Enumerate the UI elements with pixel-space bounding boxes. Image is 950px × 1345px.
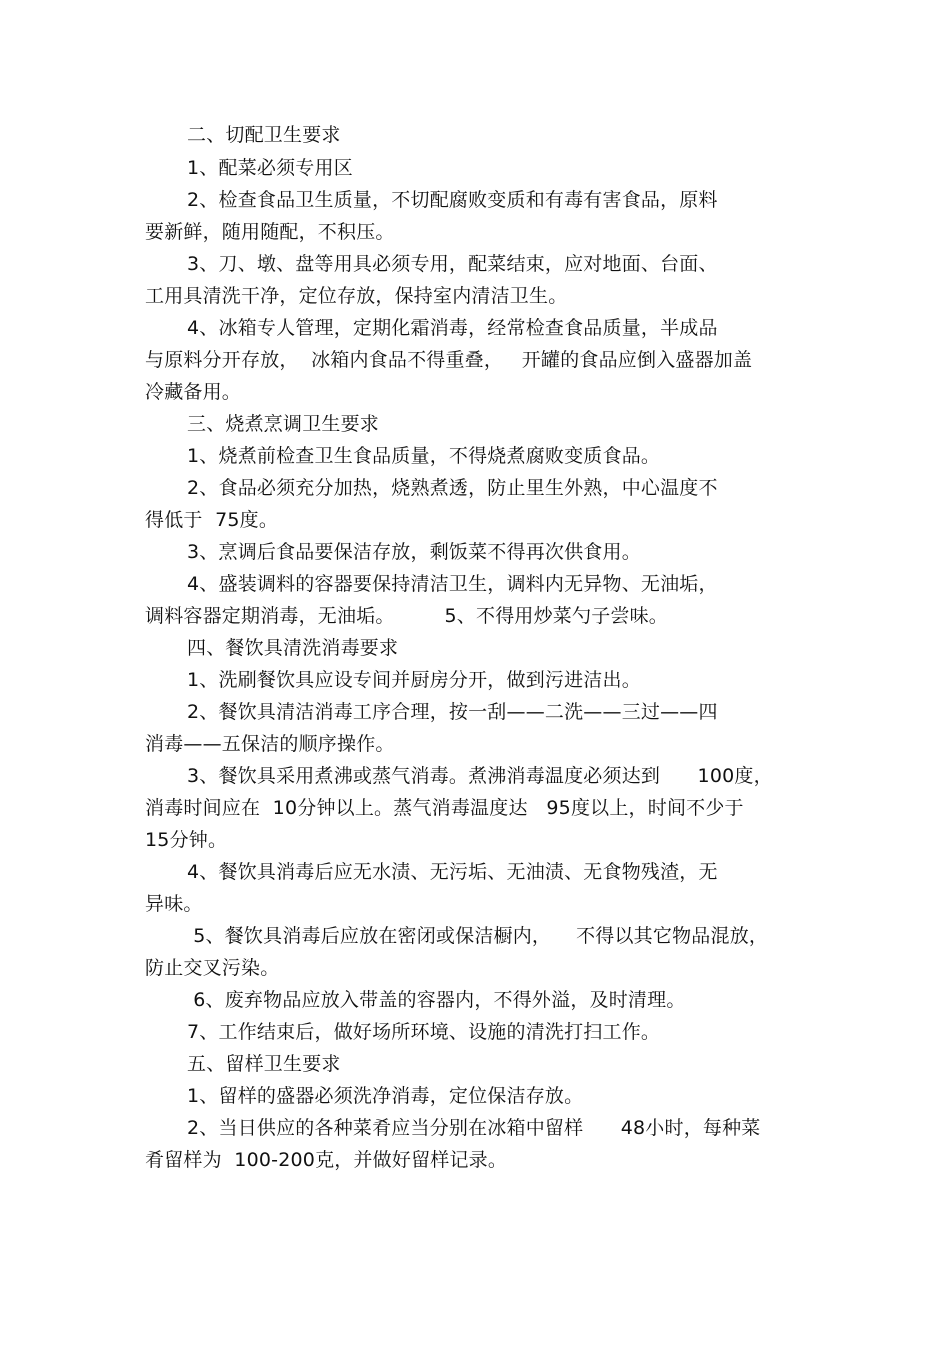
paragraph-line: 3、烹调后食品要保洁存放，剩饭菜不得再次供食用。: [187, 541, 641, 563]
paragraph-line: 3、餐饮具采用煮沸或蒸气消毒。煮沸消毒温度必须达到 100度，: [187, 765, 773, 787]
paragraph-line: 5、餐饮具消毒后应放在密闭或保洁橱内， 不得以其它物品混放，: [187, 925, 769, 947]
paragraph-line: 防止交叉污染。: [145, 957, 280, 979]
paragraph-line: 2、当日供应的各种菜肴应当分别在冰箱中留样 48小时，每种菜: [187, 1117, 761, 1139]
paragraph-line: 4、冰箱专人管理，定期化霜消毒，经常检查食品质量，半成品: [187, 317, 718, 339]
paragraph-line: 2、检查食品卫生质量，不切配腐败变质和有毒有害食品，原料: [187, 189, 718, 211]
paragraph-line: 肴留样为 100-200克，并做好留样记录。: [145, 1149, 508, 1171]
paragraph-line: 4、餐饮具消毒后应无水渍、无污垢、无油渍、无食物残渣，无: [187, 861, 718, 883]
paragraph-line: 异味。: [145, 893, 203, 915]
paragraph-line: 消毒——五保洁的顺序操作。: [145, 733, 395, 755]
paragraph-line: 2、餐饮具清洁消毒工序合理，按一刮——二洗——三过——四: [187, 701, 718, 723]
paragraph-line: 7、工作结束后，做好场所环境、设施的清洗打扫工作。: [187, 1021, 661, 1043]
paragraph-line: 4、盛装调料的容器要保持清洁卫生，调料内无异物、无油垢，: [187, 573, 718, 595]
section-heading: 五、留样卫生要求: [187, 1053, 341, 1075]
paragraph-line: 消毒时间应在 10分钟以上。蒸气消毒温度达 95度以上，时间不少于: [145, 797, 744, 819]
paragraph-line: 3、刀、墩、盘等用具必须专用，配菜结束，应对地面、台面、: [187, 253, 718, 275]
paragraph-line: 1、洗刷餐饮具应设专间并厨房分开，做到污进洁出。: [187, 669, 641, 691]
paragraph-line: 与原料分开存放， 冰箱内食品不得重叠， 开罐的食品应倒入盛器加盖: [145, 349, 753, 371]
paragraph-line: 调料容器定期消毒，无油垢。 5、不得用炒菜勺子尝味。: [145, 605, 669, 627]
section-heading: 二、切配卫生要求: [187, 124, 341, 146]
paragraph-line: 1、烧煮前检查卫生食品质量，不得烧煮腐败变质食品。: [187, 445, 661, 467]
paragraph-line: 工用具清洗干净，定位存放，保持室内清洁卫生。: [145, 285, 568, 307]
section-heading: 四、餐饮具清洗消毒要求: [187, 637, 399, 659]
paragraph-line: 15分钟。: [145, 829, 228, 851]
section-heading: 三、烧煮烹调卫生要求: [187, 413, 380, 435]
paragraph-line: 1、留样的盛器必须洗净消毒，定位保洁存放。: [187, 1085, 584, 1107]
paragraph-line: 要新鲜，随用随配，不积压。: [145, 221, 395, 243]
paragraph-line: 冷藏备用。: [145, 381, 242, 403]
paragraph-line: 得低于 75度。: [145, 509, 279, 531]
paragraph-line: 2、食品必须充分加热，烧熟煮透，防止里生外熟，中心温度不: [187, 477, 718, 499]
paragraph-line: 1、配菜必须专用区: [187, 157, 353, 179]
paragraph-line: 6、废弃物品应放入带盖的容器内，不得外溢，及时清理。: [187, 989, 686, 1011]
